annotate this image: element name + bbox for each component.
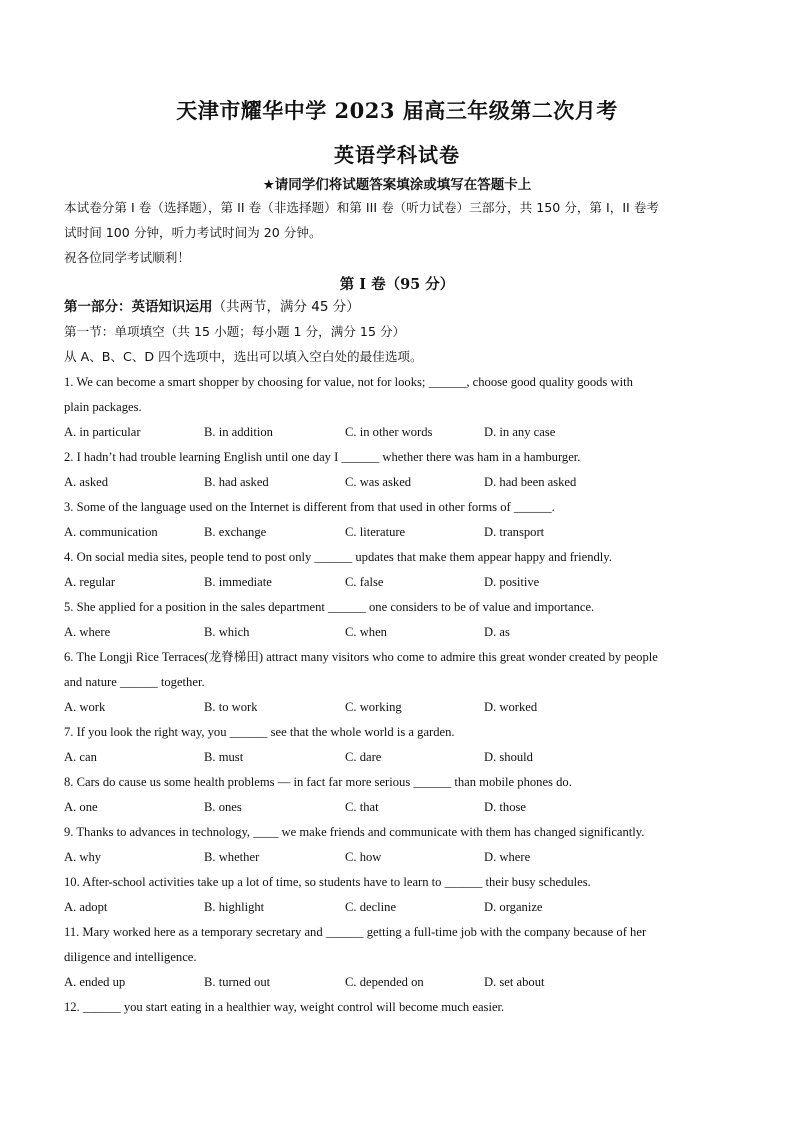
part1-title: 第一部分：英语知识运用 [64, 299, 213, 315]
option-d[interactable]: D. organize [484, 900, 543, 914]
option-c[interactable]: C. depended on [345, 975, 424, 989]
option-c[interactable]: C. how [345, 850, 382, 864]
option-d[interactable]: D. worked [484, 700, 538, 714]
question-11-options [64, 976, 744, 992]
question-12-text: 12. ______ you start eating in a healthier way, weight control will become much easier. [64, 1000, 505, 1014]
question-5-options [64, 626, 744, 642]
option-d[interactable]: D. transport [484, 525, 545, 539]
option-c[interactable]: C. dare [345, 750, 382, 764]
option-d[interactable]: D. had been asked [484, 475, 577, 489]
option-a[interactable]: A. asked [64, 475, 109, 489]
question-4-text: 4. On social media sites, people tend to post only ______ updates that make them appear happy and friendly. [64, 550, 612, 564]
question-2-options [64, 476, 744, 492]
option-a[interactable]: A. one [64, 800, 98, 814]
section-title: 第 I 卷（95 分） [339, 276, 455, 293]
question-7-text: 7. If you look the right way, you ______ see that the whole world is a garden. [64, 725, 455, 739]
question-10-text: 10. After-school activities take up a lot of time, so students have to learn to ______ their busy schedules. [64, 875, 591, 889]
option-a[interactable]: A. adopt [64, 900, 108, 914]
option-a[interactable]: A. where [64, 625, 111, 639]
question-11-text: 11. Mary worked here as a temporary secretary and ______ getting a full-time job with the company because of her [64, 925, 647, 939]
instruction: 从 A、B、C、D 四个选项中，选出可以填入空白处的最佳选项。 [64, 349, 423, 364]
option-a[interactable]: A. can [64, 750, 97, 764]
option-c[interactable]: C. when [345, 625, 387, 639]
question-1-text: plain packages. [64, 400, 142, 414]
option-c[interactable]: C. decline [345, 900, 397, 914]
option-d[interactable]: D. should [484, 750, 533, 764]
option-b[interactable]: B. turned out [204, 975, 271, 989]
exam-subtitle: 英语学科试卷 [334, 143, 460, 167]
subsection-1-title: 第一节：单项填空（共 15 小题；每小题 1 分，满分 15 分） [64, 324, 406, 339]
option-a[interactable]: A. in particular [64, 425, 141, 439]
option-d[interactable]: D. in any case [484, 425, 556, 439]
option-b[interactable]: B. immediate [204, 575, 272, 589]
option-d[interactable]: D. those [484, 800, 526, 814]
option-c[interactable]: C. that [345, 800, 379, 814]
option-b[interactable]: B. which [204, 625, 250, 639]
option-d[interactable]: D. as [484, 625, 510, 639]
question-9-text: 9. Thanks to advances in technology, ____ we make friends and communicate with them has changed significantly. [64, 825, 645, 839]
option-b[interactable]: B. must [204, 750, 244, 764]
option-c[interactable]: C. literature [345, 525, 406, 539]
question-6-text: and nature ______ together. [64, 675, 205, 689]
question-4-options [64, 576, 744, 592]
option-a[interactable]: A. regular [64, 575, 116, 589]
option-d[interactable]: D. set about [484, 975, 545, 989]
part1-note: （共两节，满分 45 分） [212, 299, 360, 315]
question-5-text: 5. She applied for a position in the sales department ______ one considers to be of value and importance. [64, 600, 595, 614]
option-b[interactable]: B. ones [204, 800, 242, 814]
option-b[interactable]: B. in addition [204, 425, 273, 439]
question-1-options [64, 426, 744, 442]
option-a[interactable]: A. communication [64, 525, 158, 539]
question-8-text: 8. Cars do cause us some health problems — in fact far more serious ______ than mobile phones do. [64, 775, 572, 789]
option-a[interactable]: A. why [64, 850, 102, 864]
question-8-options [64, 801, 744, 817]
question-11-text: diligence and intelligence. [64, 950, 197, 964]
question-6-text: 6. The Longji Rice Terraces(龙脊梯田) attract many visitors who come to admire this great wonder created by people [64, 650, 658, 664]
option-b[interactable]: B. had asked [204, 475, 269, 489]
option-c[interactable]: C. false [345, 575, 384, 589]
question-10-options [64, 901, 744, 917]
answer-sheet-notice: ★请同学们将试题答案填涂或填写在答题卡上 [262, 177, 532, 193]
option-a[interactable]: A. work [64, 700, 106, 714]
intro-line-1: 本试卷分第 I 卷（选择题），第 II 卷（非选择题）和第 III 卷（听力试卷）三部分，共 150 分，第 I，II 卷考 [64, 200, 659, 215]
question-2-text: 2. I hadn’t had trouble learning English until one day I ______ whether there was ham in a hamburger. [64, 450, 581, 464]
exam-title: 天津市耀华中学 2023 届高三年级第二次月考 [176, 98, 618, 123]
part1-heading [64, 301, 360, 315]
intro-line-3: 祝各位同学考试顺利！ [64, 250, 190, 265]
question-3-text: 3. Some of the language used on the Internet is different from that used in other forms of ______. [64, 500, 555, 514]
option-c[interactable]: C. in other words [345, 425, 433, 439]
question-1-text: 1. We can become a smart shopper by choosing for value, not for looks; ______, choose good quality goods with [64, 375, 633, 389]
question-9-options [64, 851, 744, 867]
option-b[interactable]: B. highlight [204, 900, 265, 914]
option-d[interactable]: D. positive [484, 575, 540, 589]
option-b[interactable]: B. exchange [204, 525, 267, 539]
question-7-options [64, 751, 744, 767]
option-b[interactable]: B. to work [204, 700, 258, 714]
option-c[interactable]: C. was asked [345, 475, 412, 489]
option-d[interactable]: D. where [484, 850, 531, 864]
intro-line-2: 试时间 100 分钟，听力考试时间为 20 分钟。 [64, 225, 322, 240]
option-b[interactable]: B. whether [204, 850, 260, 864]
option-a[interactable]: A. ended up [64, 975, 126, 989]
question-6-options [64, 701, 744, 717]
option-c[interactable]: C. working [345, 700, 402, 714]
question-3-options [64, 526, 744, 542]
